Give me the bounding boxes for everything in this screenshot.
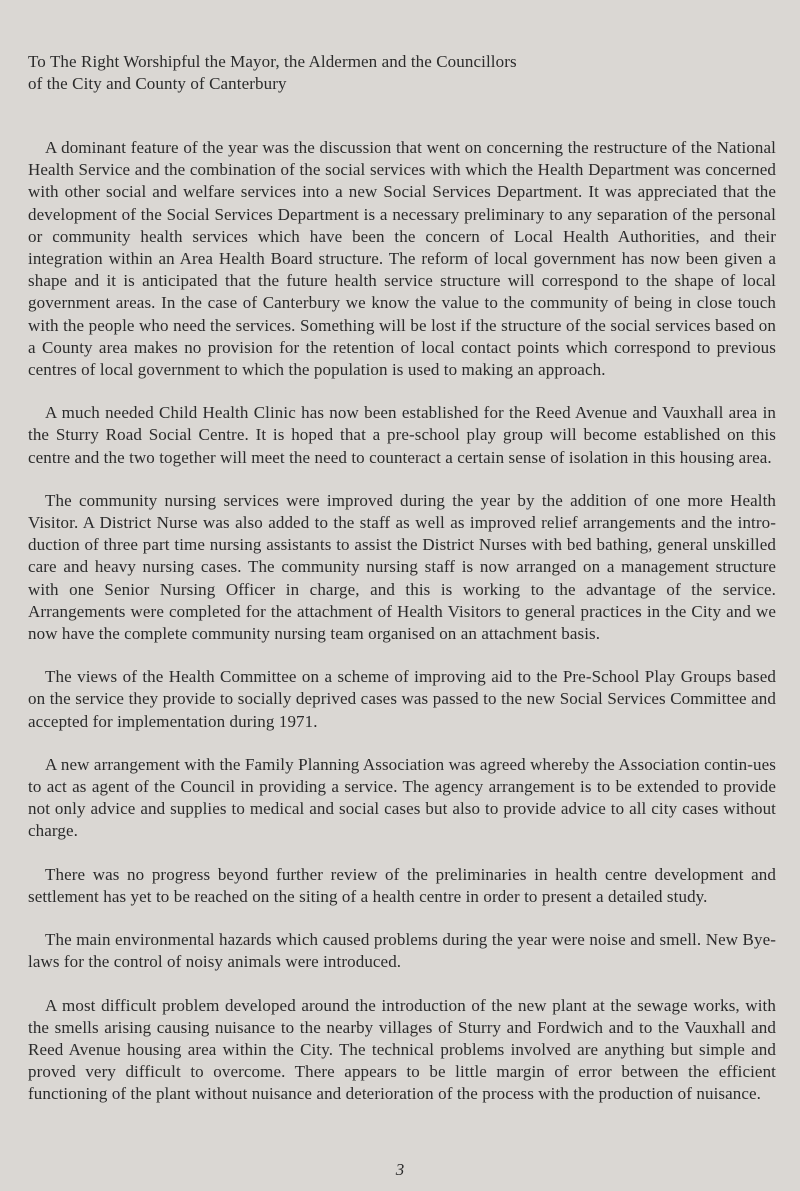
paragraph-health-centre: There was no progress beyond further review of the preliminaries in health centre development and settlement has yet to be reached on the siting of a health centre in order to present a detailed study. <box>28 864 776 906</box>
paragraph-restructure: A dominant feature of the year was the discussion that went on concerning the restructure of the National Health Service and the combination of the social services with which the Health Department was concerned with other social and welfare services into a new Social Services Department. It was appreciated that the development of the Social Services Department is a necessary preliminary to any separation of the personal or community health services which have been the concern of Local Health Authorities, and their integration within an Area Health Board structure. The reform of local government has now been given a shape and it is anticipated that the future health service structure will correspond to the shape of local government areas. In the case of Canterbury we know the value to the community of being in close touch with the people who need the services. Something will be lost if the structure of the social services based on a County area makes no provision for the retention of local contact points which correspond to previous centres of local government to which the population is used to making an approach. <box>28 138 776 380</box>
address-line-2: of the City and County of Canterbury <box>28 74 287 93</box>
paragraph-child-health-clinic: A much needed Child Health Clinic has now been established for the Reed Avenue and Vauxhall area in the Sturry Road Social Centre. It is hoped that a pre-school play group will become established on this centre and the two together will meet the need to counteract a certain sense of isolation in this housing area. <box>28 403 776 467</box>
address-line-1: To The Right Worshipful the Mayor, the Aldermen and the Councillors <box>28 52 517 71</box>
page-number: 3 <box>395 1160 405 1179</box>
paragraph-environmental-hazards: The main environmental hazards which caused problems during the year were noise and smell. New Bye-laws for the control of noisy animals were introduced. <box>28 930 776 972</box>
paragraph-community-nursing: The community nursing services were improved during the year by the addition of one more Health Visitor. A District Nurse was also added to the staff as well as improved relief arrangements and the intro-duction of three part time nursing assistants to assist the District Nurses with bed bathing, general unskilled care and heavy nursing cases. The community nursing staff is now arranged on a management structure with one Senior Nursing Officer in charge, and this is working to the advantage of the service. Arrangements were completed for the attachment of Health Visitors to general practices in the City and we now have the complete community nursing team organised on an attachment basis. <box>28 490 776 644</box>
paragraph-sewage-works: A most difficult problem developed around the introduction of the new plant at the sewage works, with the smells arising causing nuisance to the nearby villages of Sturry and Fordwich and to the Vauxhall and Reed Avenue housing area within the City. The technical problems involved are anything but simple and proved very difficult to overcome. There appears to be little margin of error between the efficient functioning of the plant without nuisance and deterioration of the process with the production of nuisance. <box>28 995 776 1104</box>
paragraph-play-groups: The views of the Health Committee on a scheme of improving aid to the Pre-School Play Groups based on the service they provide to socially deprived cases was passed to the new Social Services Committee and accepted for implementation during 1971. <box>28 667 776 731</box>
address-block <box>28 51 776 95</box>
paragraph-family-planning: A new arrangement with the Family Planning Association was agreed whereby the Association contin-ues to act as agent of the Council in providing a service. The agency arrangement is to be extended to provide not only advice and supplies to medical and social cases but also to provide advice to all city cases without charge. <box>28 754 776 841</box>
